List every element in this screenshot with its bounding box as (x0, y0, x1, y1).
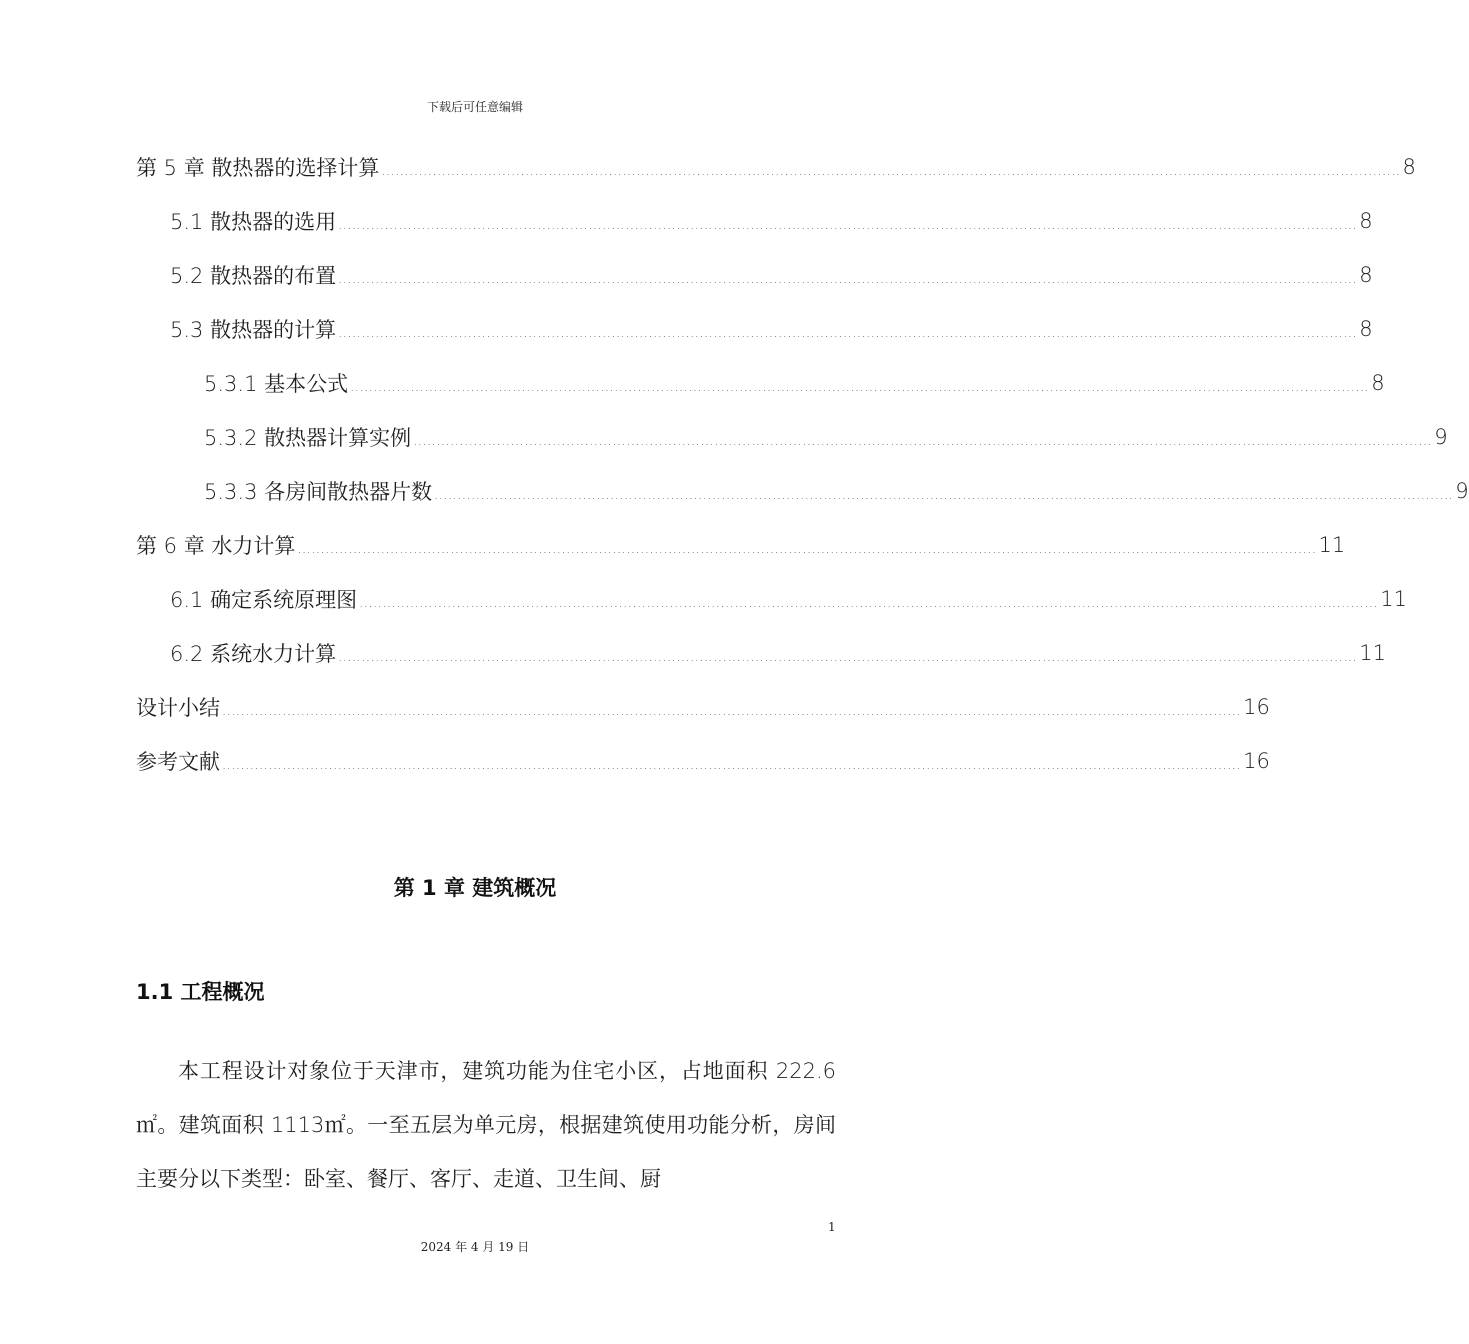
toc-leader-dots: ............................................................................................................................................................................................................................ (381, 164, 1401, 179)
toc-entry-page: 16 (1243, 749, 1270, 773)
toc-entry-page: 8 (1402, 155, 1416, 179)
toc-entry[interactable] (136, 518, 1346, 572)
toc-leader-dots: ............................................................................................................................................................................................................................ (413, 434, 1433, 449)
section-title: 1.1 工程概况 (136, 980, 265, 1004)
table-of-contents (136, 140, 1469, 788)
toc-leader-dots: ............................................................................................................................................................................................................................ (338, 218, 1358, 233)
toc-leader-dots: ............................................................................................................................................................................................................................ (359, 596, 1379, 611)
toc-entry-label: 5.3.1 基本公式 (204, 372, 349, 396)
toc-entry-label: 5.2 散热器的布置 (170, 264, 337, 288)
toc-entry-label: 第 5 章 散热器的选择计算 (136, 156, 380, 180)
footer-date: 2024 年 4 月 19 日 (420, 1240, 530, 1254)
toc-entry[interactable] (136, 734, 1270, 788)
toc-entry[interactable] (136, 680, 1270, 734)
toc-entry-page: 11 (1318, 533, 1346, 557)
toc-entry-page: 9 (1455, 479, 1469, 503)
toc-leader-dots: ............................................................................................................................................................................................................................ (338, 272, 1358, 287)
toc-entry-label: 5.3 散热器的计算 (170, 318, 337, 342)
toc-entry-page: 8 (1359, 317, 1373, 341)
toc-entry-page: 11 (1359, 641, 1386, 665)
toc-entry[interactable] (136, 194, 1373, 248)
toc-entry-label: 第 6 章 水力计算 (136, 534, 296, 558)
toc-entry-page: 11 (1380, 587, 1407, 611)
page-number: 1 (828, 1220, 836, 1234)
chapter-title: 第 1 章 建筑概况 (393, 876, 557, 900)
toc-entry[interactable] (136, 464, 1469, 518)
toc-entry-label: 6.1 确定系统原理图 (170, 588, 358, 612)
toc-leader-dots: ............................................................................................................................................................................................................................ (297, 542, 1317, 557)
toc-entry-label: 5.3.3 各房间散热器片数 (204, 480, 433, 504)
toc-entry[interactable] (136, 572, 1407, 626)
toc-entry-page: 8 (1371, 371, 1385, 395)
toc-entry-page: 16 (1243, 695, 1270, 719)
toc-leader-dots: ............................................................................................................................................................................................................................ (350, 380, 1370, 395)
toc-leader-dots: ............................................................................................................................................................................................................................ (434, 488, 1454, 503)
toc-entry[interactable] (136, 356, 1385, 410)
toc-leader-dots: ............................................................................................................................................................................................................................ (222, 758, 1242, 773)
toc-entry-label: 5.3.2 散热器计算实例 (204, 426, 412, 450)
toc-entry[interactable] (136, 302, 1373, 356)
toc-entry[interactable] (136, 410, 1448, 464)
toc-entry[interactable] (136, 626, 1386, 680)
toc-entry-label: 设计小结 (136, 696, 220, 720)
toc-entry-page: 9 (1434, 425, 1448, 449)
toc-entry-page: 8 (1359, 263, 1373, 287)
toc-entry-page: 8 (1359, 209, 1373, 233)
body-paragraph: 本工程设计对象位于天津市，建筑功能为住宅小区，占地面积 222.6㎡。建筑面积 1113㎡。一至五层为单元房，根据建筑使用功能分析，房间主要分以下类型：卧室、餐厅、客厅、走道、卫生间、厨 (136, 1059, 836, 1191)
toc-entry[interactable] (136, 140, 1416, 194)
toc-entry-label: 5.1 散热器的选用 (170, 210, 337, 234)
toc-leader-dots: ............................................................................................................................................................................................................................ (338, 326, 1358, 341)
toc-leader-dots: ............................................................................................................................................................................................................................ (338, 650, 1358, 665)
toc-entry[interactable] (136, 248, 1373, 302)
toc-entry-label: 6.2 系统水力计算 (170, 642, 337, 666)
page-header-note: 下载后可任意编辑 (426, 100, 523, 114)
toc-entry-label: 参考文献 (136, 750, 220, 774)
toc-leader-dots: ............................................................................................................................................................................................................................ (222, 704, 1242, 719)
